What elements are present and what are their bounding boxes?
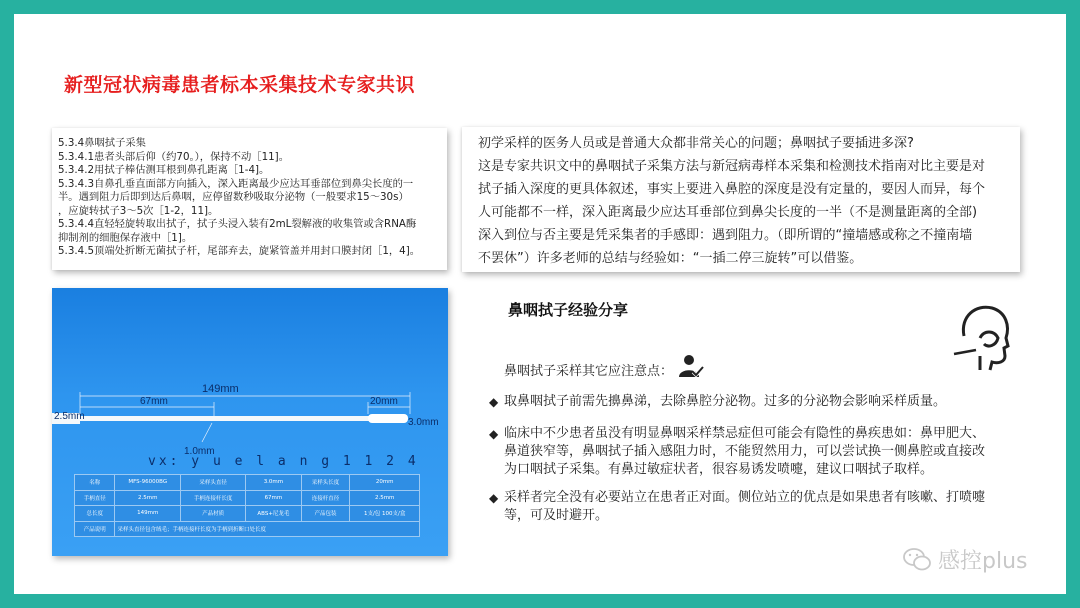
wechat-icon [902, 547, 932, 573]
bullet-line: 等，可及时避开。 [504, 508, 609, 523]
table-cell: 2.5mm [350, 490, 420, 506]
table-cell: 149mm [115, 506, 181, 522]
nasal-swab-head-icon [950, 300, 1014, 374]
protocol-card [52, 128, 447, 270]
consensus-line: 初学采样的医务人员或是普通大众都非常关心的问题；鼻咽拭子要插进多深? [478, 136, 914, 151]
diamond-bullet-icon: ◆ [489, 491, 499, 505]
section-title: 鼻咽拭子经验分享 [508, 301, 629, 319]
protocol-line: 5.3.4.1患者头部后仰（约70。），保持不动［11]。 [58, 150, 289, 163]
list-item [489, 489, 1037, 525]
protocol-line: 5.3.4.5顶端处折断无菌拭子杆，尾部弃去，旋紧管盖并用封口膜封闭［1，4]。 [58, 245, 421, 257]
brand-text: 感控plus [938, 549, 1028, 574]
bullet-line: 为口咽拭子采集。有鼻过敏症状者，很容易诱发喷嚏，建议口咽拭子取样。 [504, 462, 934, 477]
bullet-line: 临床中不少患者虽没有明显鼻咽采样禁忌症但可能会有隐性的鼻疾患如：鼻甲肥大、 [504, 426, 986, 441]
dim-head-diameter-label: 3.0mm [408, 417, 439, 428]
table-row [75, 490, 420, 506]
table-cell: 产品材质 [180, 506, 245, 522]
table-cell: 采样头直径包含绒毛；手柄连接杆长度为手柄到折断口处长度 [115, 521, 420, 537]
brand-watermark [902, 544, 1027, 575]
list-item [489, 425, 1037, 479]
table-cell: 名称 [75, 475, 115, 491]
table-cell: 2.5mm [115, 490, 181, 506]
consensus-text [478, 132, 1010, 270]
table-cell: 3.0mm [246, 475, 302, 491]
dim-head-label: 20mm [370, 396, 398, 407]
image-watermark: vx: y u e l a n g 1 1 2 4 [148, 454, 419, 469]
consensus-card [462, 127, 1020, 272]
spec-table [74, 474, 420, 537]
table-cell: 67mm [246, 490, 302, 506]
table-cell: 产品说明 [75, 521, 115, 537]
bullet-line: 取鼻咽拭子前需先擤鼻涕，去除鼻腔分泌物。过多的分泌物会影响采样质量。 [504, 394, 947, 409]
protocol-line: 5.3.4.3自鼻孔垂直面部方向插入，深入距离最少应达耳垂部位到鼻尖长度的一 [58, 177, 414, 190]
protocol-line: 5.3.4.4直轻轻旋转取出拭子，拭子头浸入装有2mL裂解液的收集管或含RNA酶 [58, 218, 417, 230]
swab-shaft [52, 416, 382, 421]
consensus-line: 不罢休”）许多老师的总结与经验如：“一插二停三旋转”可以借鉴。 [478, 251, 863, 266]
table-row [75, 475, 420, 491]
table-cell: MFS-96000BG [115, 475, 181, 491]
table-row [75, 506, 420, 522]
protocol-line: 5.3.4.2用拭子棒估测耳根到鼻孔距离［1-4]。 [58, 164, 270, 176]
table-cell: 手柄连接杆长度 [180, 490, 245, 506]
table-cell: 采样头长度 [301, 475, 350, 491]
dim-handle-end-label: 2.5mm [54, 411, 85, 422]
table-cell: 连接杆直径 [301, 490, 350, 506]
bullet-line: 鼻道狭窄等，鼻咽拭子插入感阻力时，不能贸然用力，可以尝试换一侧鼻腔或直接改 [504, 444, 986, 459]
swab-head [368, 414, 408, 423]
page-title: 新型冠状病毒患者标本采集技术专家共识 [64, 74, 416, 96]
protocol-line: 半。遇到阻力后即到达后鼻咽，应停留数秒吸取分泌物（一般要求15～30s） [58, 191, 409, 203]
table-cell: 采样头直径 [180, 475, 245, 491]
table-cell: 20mm [350, 475, 420, 491]
consensus-line: 这是专家共识文中的鼻咽拭子采集方法与新冠病毒样本采集和检测技术指南对比主要是对 [478, 159, 986, 174]
user-check-icon [678, 353, 704, 379]
swab-product-image [52, 288, 448, 556]
table-cell: 总长度 [75, 506, 115, 522]
consensus-line: 人可能都不一样，深入距离最少应达耳垂部位到鼻尖长度的一半（不是测量距离的全部) [478, 205, 978, 220]
dimension-leader [202, 423, 212, 442]
table-cell: ABS+尼龙毛 [246, 506, 302, 522]
attention-label: 鼻咽拭子采样其它应注意点： [504, 364, 674, 379]
dim-total-label: 149mm [202, 383, 239, 395]
consensus-line: 深入到位与否主要是凭采集者的手感即：遇到阻力。（即所谓的“撞墙感或称之不撞南墙 [478, 228, 973, 243]
protocol-line: 抑制剂的细胞保存液中［1]。 [58, 231, 193, 244]
protocol-line: ，应旋转拭子3～5次［1-2，11]。 [58, 204, 219, 217]
consensus-line: 拭子插入深度的更具体叙述，事实上要进入鼻腔的深度是没有定量的，要因人而异，每个 [478, 182, 986, 197]
table-row [75, 521, 420, 537]
swab-diagram [52, 288, 448, 468]
table-cell: 产品包装 [301, 506, 350, 522]
dim-handle-label: 67mm [140, 396, 168, 407]
protocol-text [58, 137, 444, 259]
dim-shaft-label: 1.0mm [184, 446, 215, 457]
bullet-line: 采样者完全没有必要站立在患者正对面。侧位站立的优点是如果患者有咳嗽、打喷嚏 [504, 490, 986, 505]
protocol-line: 5.3.4鼻咽拭子采集 [58, 137, 146, 149]
table-cell: 手柄直径 [75, 490, 115, 506]
diamond-bullet-icon: ◆ [489, 427, 499, 441]
table-cell: 1支/包 100支/盒 [350, 506, 420, 522]
list-item [489, 393, 1037, 411]
diamond-bullet-icon: ◆ [489, 395, 499, 409]
